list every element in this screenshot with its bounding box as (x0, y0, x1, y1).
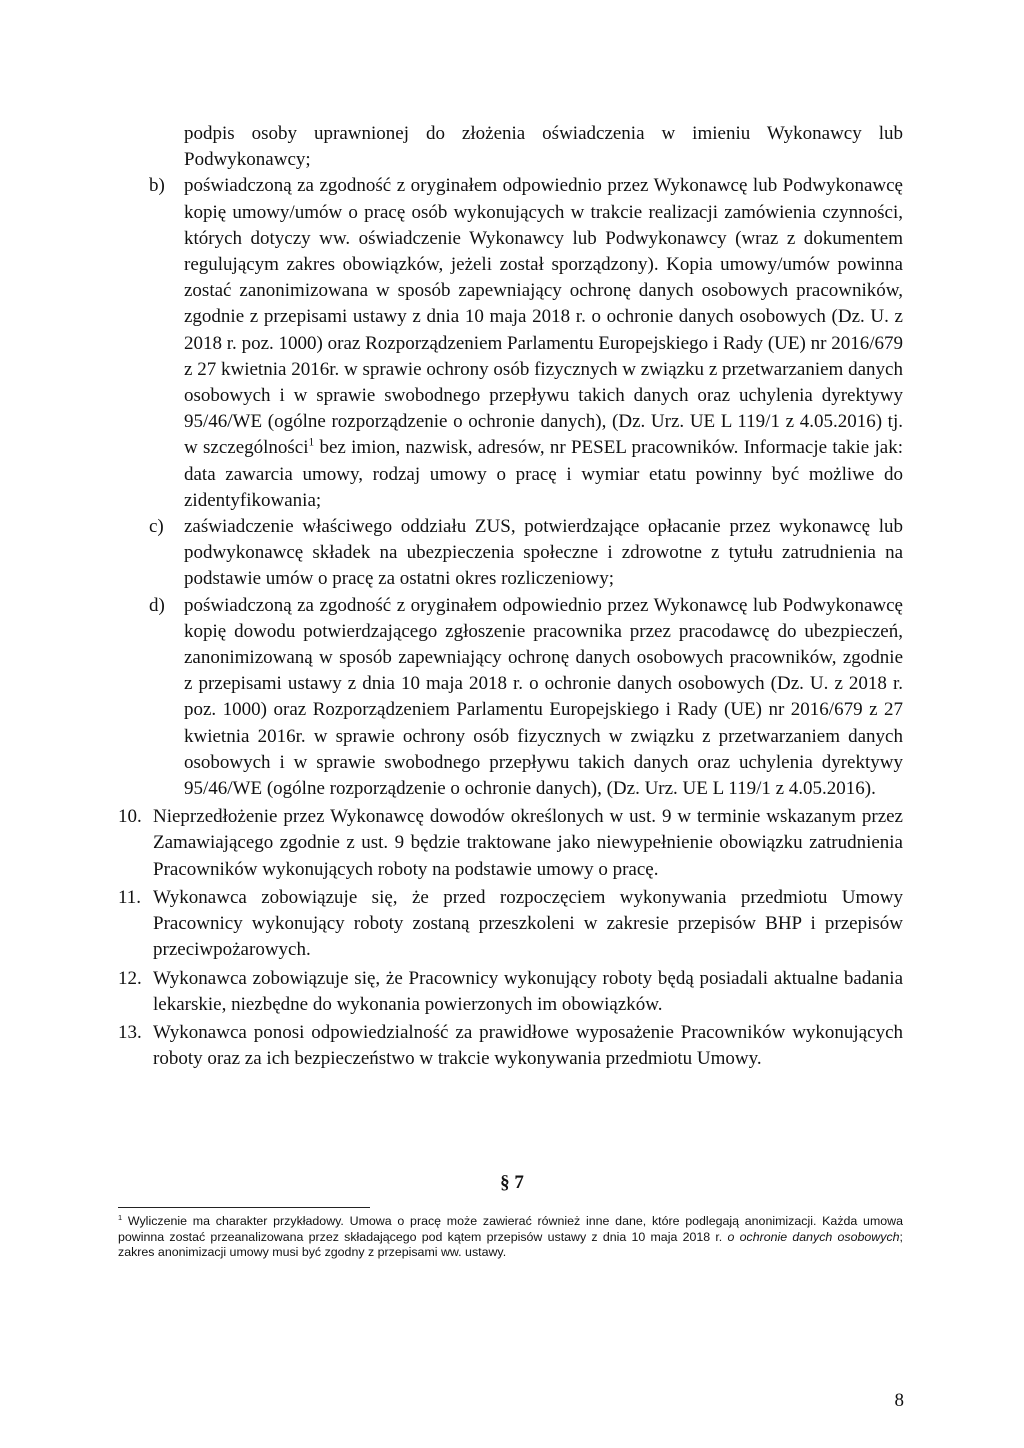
item-text: Wykonawca zobowiązuje się, że przed rozpoczęciem wykonywania przedmiotu Umowy Pracownicy wykonujący roboty zostaną przeszkoleni w zakresie przepisów BHP i przepisów przeciwpożarowych. (153, 886, 903, 961)
list-item-c (118, 514, 903, 593)
numbered-item-10 (118, 804, 903, 883)
numbered-item-11 (118, 885, 903, 964)
item-number: 11. (118, 886, 142, 908)
footnote-separator (118, 1207, 370, 1208)
footnote-marker: 1 (118, 1212, 123, 1222)
list-item-text-continued: bez imion, nazwisk, adresów, nr PESEL pracowników. Informacje takie jak: data zawarcia umowy, rodzaj umowy o pracę i wymiar etatu powinny być możliwe do zidentyfikowania; (184, 437, 904, 511)
item-text: Nieprzedłożenie przez Wykonawcę dowodów określonych w ust. 9 w terminie wskazanym przez Zamawiającego zgodnie z ust. 9 będzie traktowane jako niewypełnienie obowiązku zatrudnienia Pracowników wykonujących roboty na podstawie umowy o pracę. (153, 806, 903, 880)
continued-paragraph: podpis osoby uprawnionej do złożenia oświadczenia w imieniu Wykonawcy lub Podwykonawcy; (184, 123, 903, 171)
footnote-text: Wyliczenie ma charakter przykładowy. Umowa o pracę może zawierać również inne dane, które podlegają anonimizacji. Każda umowa powinna zostać przeanalizowana przez składającego pod kątem przepisów ustawy z dnia 10 maja 2018 r. (118, 1214, 903, 1244)
body-text (118, 121, 903, 1072)
item-number: 12. (118, 967, 142, 989)
section-heading: § 7 (500, 1172, 524, 1193)
item-number: 10. (118, 806, 142, 828)
page-number: 8 (894, 1390, 904, 1411)
item-text: Wykonawca ponosi odpowiedzialność za prawidłowe wyposażenie Pracowników wykonujących roboty oraz za ich bezpieczeństwo w trakcie wykonywania przedmiotu Umowy. (153, 1021, 903, 1070)
list-marker: b) (149, 175, 165, 197)
numbered-item-13 (118, 1020, 903, 1072)
footnote (118, 1214, 903, 1261)
footnote-reference[interactable]: 1 (308, 437, 315, 450)
list-marker: c) (149, 516, 164, 538)
footnote-text-end: ; zakres anonimizacji umowy musi być zgodny z przepisami ww. ustawy. (118, 1229, 903, 1260)
list-item-text: poświadczoną za zgodność z oryginałem odpowiednio przez Wykonawcę lub Podwykonawcę kopię dowodu potwierdzającego zgłoszenie pracownika przez pracodawcę do ubezpieczeń, zanonimizowaną w sposób zapewniający ochronę danych osobowych pracowników, zgodnie z przepisami ustawy z dnia 10 maja 2018 r. o ochronie danych osobowych (Dz. U. z 2018 r. poz. 1000) oraz Rozporządzeniem Parlamentu Europejskiego i Rady (UE) nr 2016/679 z 27 kwietnia 2016r. w sprawie ochrony osób fizycznych w związku z przetwarzaniem danych osobowych i w sprawie swobodnego przepływu takich danych oraz uchylenia dyrektywy 95/46/WE (ogólne rozporządzenie o ochronie danych), (Dz. Urz. UE L 119/1 z 4.05.2016). (184, 594, 903, 800)
list-item-d (118, 593, 903, 803)
list-item-text: poświadczoną za zgodność z oryginałem odpowiednio przez Wykonawcę lub Podwykonawcę kopię umowy/umów o pracę osób wykonujących w trakcie realizacji zamówienia czynności, których dotyczy ww. oświadczenie Wykonawcy lub Podwykonawcy (wraz z dokumentem regulującym zakres obowiązków, jeżeli został sporządzony). Kopia umowy/umów powinna zostać zanonimizowana w sposób zapewniający ochronę danych osobowych pracowników, zgodnie z przepisami ustawy z dnia 10 maja 2018 r. o ochronie danych osobowych (Dz. U. z 2018 r. poz. 1000) oraz Rozporządzeniem Parlamentu Europejskiego i Rady (UE) nr 2016/679 z 27 kwietnia 2016r. w sprawie ochrony osób fizycznych w związku z przetwarzaniem danych osobowych i w sprawie swobodnego przepływu takich danych oraz uchylenia dyrektywy 95/46/WE (ogólne rozporządzenie o ochronie danych), (Dz. Urz. UE L 119/1 z 4.05.2016) tj. w szczególności (184, 175, 903, 459)
item-text: Wykonawca zobowiązuje się, że Pracownicy wykonujący roboty będą posiadali aktualne badania lekarskie, niezbędne do wykonania powierzonych im obowiązków. (153, 967, 903, 1015)
numbered-item-12 (118, 966, 903, 1018)
item-number: 13. (118, 1021, 142, 1043)
list-item-text: zaświadczenie właściwego oddziału ZUS, potwierdzające opłacanie przez wykonawcę lub podwykonawcę składek na ubezpieczenia społeczne i zdrowotne z tytułu zatrudnienia na podstawie umów o pracę za ostatni okres rozliczeniowy; (184, 516, 903, 590)
list-marker: d) (149, 594, 165, 616)
list-item-b (118, 173, 903, 514)
footnote-italic-text: o ochronie danych osobowych (727, 1229, 900, 1244)
